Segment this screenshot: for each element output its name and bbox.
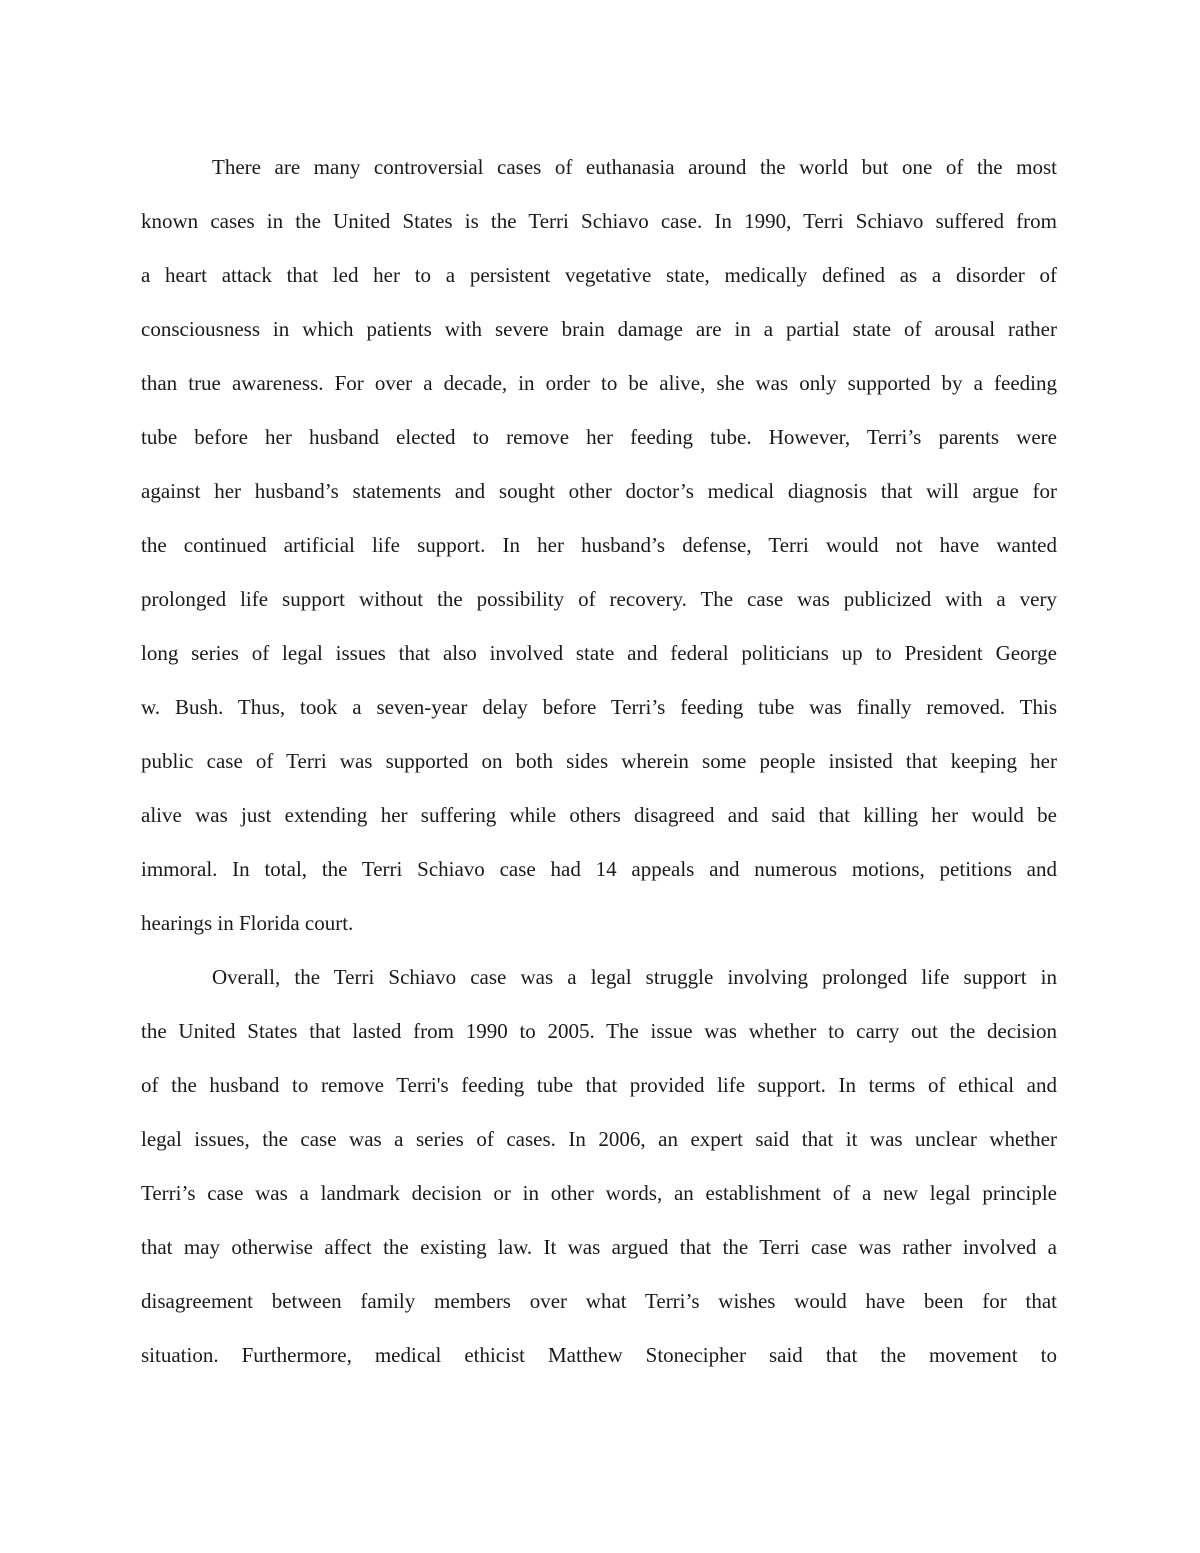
text-line: hearings in Florida court.	[141, 911, 354, 935]
text-line: legal issues, the case was a series of cases. In 2006, an expert said that it was unclear whether	[141, 1127, 1057, 1151]
text-line: of the husband to remove Terri's feeding tube that provided life support. In terms of ethical and	[141, 1073, 1057, 1097]
text-line: the continued artificial life support. In her husband’s defense, Terri would not have wanted	[141, 533, 1057, 557]
text-line: a heart attack that led her to a persistent vegetative state, medically defined as a disorder of	[141, 263, 1057, 287]
text-line: tube before her husband elected to remove her feeding tube. However, Terri’s parents were	[141, 425, 1057, 449]
text-line: Overall, the Terri Schiavo case was a legal struggle involving prolonged life support in	[212, 965, 1057, 989]
text-line: known cases in the United States is the Terri Schiavo case. In 1990, Terri Schiavo suffered from	[141, 209, 1057, 233]
paragraph-2	[141, 950, 1057, 1382]
text-line: that may otherwise affect the existing law. It was argued that the Terri case was rather involved a	[141, 1235, 1057, 1259]
text-line: immoral. In total, the Terri Schiavo case had 14 appeals and numerous motions, petitions and	[141, 857, 1057, 881]
text-line: Terri’s case was a landmark decision or in other words, an establishment of a new legal principle	[141, 1181, 1057, 1205]
text-line: alive was just extending her suffering while others disagreed and said that killing her would be	[141, 803, 1057, 827]
text-line: disagreement between family members over what Terri’s wishes would have been for that	[141, 1289, 1057, 1313]
text-line: long series of legal issues that also involved state and federal politicians up to President George	[141, 641, 1057, 665]
text-line: against her husband’s statements and sought other doctor’s medical diagnosis that will argue for	[141, 479, 1057, 503]
document-body	[141, 140, 1057, 1382]
text-line: There are many controversial cases of euthanasia around the world but one of the most	[212, 155, 1057, 179]
paragraph-1	[141, 140, 1057, 950]
text-line: public case of Terri was supported on both sides wherein some people insisted that keeping her	[141, 749, 1057, 773]
text-line: w. Bush. Thus, took a seven-year delay before Terri’s feeding tube was finally removed. This	[141, 695, 1057, 719]
text-line: situation. Furthermore, medical ethicist Matthew Stonecipher said that the movement to	[141, 1343, 1057, 1367]
text-line: than true awareness. For over a decade, in order to be alive, she was only supported by a feeding	[141, 371, 1057, 395]
text-line: prolonged life support without the possibility of recovery. The case was publicized with a very	[141, 587, 1057, 611]
text-line: consciousness in which patients with severe brain damage are in a partial state of arousal rather	[141, 317, 1057, 341]
text-line: the United States that lasted from 1990 to 2005. The issue was whether to carry out the decision	[141, 1019, 1057, 1043]
